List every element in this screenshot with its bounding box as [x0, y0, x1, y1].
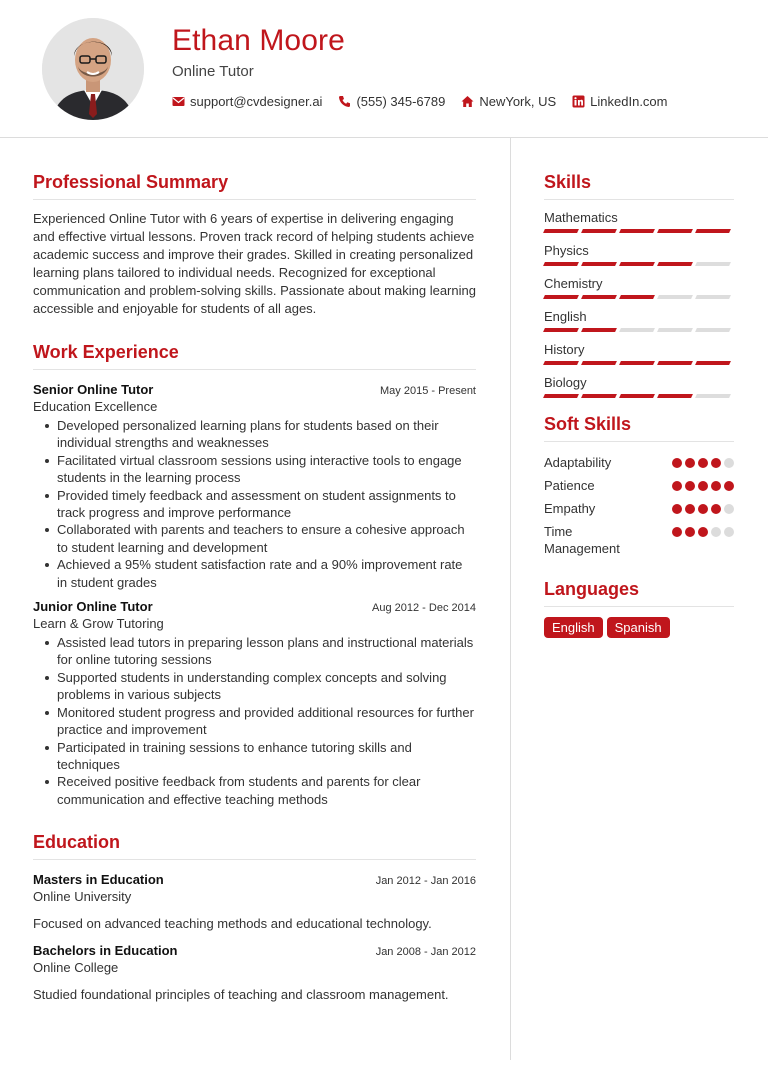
skill-level-segment [695, 229, 731, 233]
soft-skill-rating [669, 481, 734, 491]
skills-list [544, 210, 734, 398]
skill-level-segment [657, 361, 693, 365]
rating-dot [672, 527, 682, 537]
skill-level-bar [544, 229, 734, 233]
skill-level-segment [619, 229, 655, 233]
contact-phone-text: (555) 345-6789 [356, 94, 446, 109]
summary-heading: Professional Summary [33, 172, 476, 200]
skill-level-bar [544, 394, 734, 398]
education-date: Jan 2012 - Jan 2016 [375, 875, 476, 888]
skill-level-segment [581, 295, 617, 299]
job-bullets [33, 634, 476, 808]
job-date: Aug 2012 - Dec 2014 [372, 602, 476, 615]
skill-level-segment [543, 295, 579, 299]
bullet-item: Supported students in understanding complex concepts and solving problems in various subjects [33, 669, 476, 704]
rating-dot [711, 481, 721, 491]
skill-level-segment [619, 262, 655, 266]
job-bullets [33, 417, 476, 591]
bullet-item: Assisted lead tutors in preparing lesson plans and instructional materials for online tutoring sessions [33, 634, 476, 669]
skill-name: Biology [544, 375, 587, 390]
candidate-name: Ethan Moore [172, 24, 345, 57]
soft-skills-list [544, 454, 734, 557]
skill-level-segment [695, 361, 731, 365]
skill-name: Mathematics [544, 210, 618, 225]
education-section [33, 832, 476, 1002]
education-description: Studied foundational principles of teaching and classroom management. [33, 987, 449, 1003]
profile-photo [42, 18, 144, 120]
rating-dot [711, 458, 721, 468]
skill-level-segment [657, 394, 693, 398]
soft-skill-name: Empathy [544, 501, 596, 516]
skills-heading: Skills [544, 172, 734, 200]
soft-skill-name: Adaptability [544, 455, 612, 470]
skill-level-segment [695, 262, 731, 266]
contact-linkedin[interactable] [572, 94, 667, 109]
soft-skill-rating [669, 504, 734, 514]
degree-title: Masters in Education [33, 872, 164, 888]
skill-level-bar [544, 295, 734, 299]
degree-title: Bachelors in Education [33, 943, 178, 959]
education-entry [33, 943, 476, 1002]
job-company: Education Excellence [33, 399, 158, 414]
rating-dot [685, 458, 695, 468]
skill-level-segment [657, 295, 693, 299]
rating-dot [672, 504, 682, 514]
skill-level-segment [543, 394, 579, 398]
rating-dot [698, 458, 708, 468]
main-column [33, 172, 476, 1002]
languages-section [544, 579, 734, 638]
education-heading: Education [33, 832, 476, 860]
soft-skill-row [544, 523, 734, 557]
skill-level-bar [544, 328, 734, 332]
rating-dot [724, 527, 734, 537]
rating-dot [698, 527, 708, 537]
skill-level-segment [657, 262, 693, 266]
bullet-item: Provided timely feedback and assessment on student assignments to track progress and improve performance [33, 487, 476, 522]
rating-dot [724, 458, 734, 468]
skill-name: English [544, 309, 587, 324]
skill-level-segment [581, 394, 617, 398]
soft-skill-row [544, 500, 734, 517]
soft-skill-name: Patience [544, 478, 595, 493]
linkedin-icon [572, 95, 585, 108]
rating-dot [711, 504, 721, 514]
contact-location [461, 94, 556, 109]
skill-level-segment [543, 229, 579, 233]
resume-header [0, 0, 768, 138]
rating-dot [685, 481, 695, 491]
skill-level-segment [695, 328, 731, 332]
skill-level-segment [581, 262, 617, 266]
summary-text: Experienced Online Tutor with 6 years of expertise in delivering engaging and effective virtual lessons. Proven track record of helping students achieve academic success and improve their grades. Skilled in creating personalized learning plans tailored to individual needs. Recognized for exceptional communication and problem-solving skills. Passionate about making learning accessible and enjoyable for students of all ages. [33, 211, 476, 316]
bullet-item: Facilitated virtual classroom sessions using interactive tools to engage students in the learning process [33, 452, 476, 487]
skill-name: History [544, 342, 585, 357]
skill-level-segment [543, 328, 579, 332]
skill-level-segment [619, 361, 655, 365]
rating-dot [672, 458, 682, 468]
skill-level-segment [543, 262, 579, 266]
skills-section [544, 172, 734, 398]
skill-level-segment [695, 295, 731, 299]
language-tag: Spanish [607, 617, 670, 638]
experience-heading: Work Experience [33, 342, 476, 370]
rating-dot [672, 481, 682, 491]
envelope-icon [172, 95, 185, 108]
skill-level-segment [581, 328, 617, 332]
skill-level-segment [657, 229, 693, 233]
rating-dot [724, 504, 734, 514]
bullet-item: Received positive feedback from students and parents for clear communication and effective teaching methods [33, 773, 476, 808]
skill-level-bar [544, 262, 734, 266]
contact-list [172, 94, 684, 109]
education-description: Focused on advanced teaching methods and educational technology. [33, 916, 432, 932]
skill-level-segment [581, 361, 617, 365]
skill-level-segment [619, 328, 655, 332]
skill-level-bar [544, 361, 734, 365]
summary-section [33, 172, 476, 318]
skill-name: Physics [544, 243, 589, 258]
languages-list [544, 617, 734, 638]
soft-skill-row [544, 477, 734, 494]
school-name: Online College [33, 960, 119, 976]
contact-location-text: NewYork, US [479, 94, 557, 109]
contact-email-text: support@cvdesigner.ai [190, 94, 323, 109]
bullet-item: Developed personalized learning plans for students based on their individual strengths and weaknesses [33, 417, 476, 452]
education-entry [33, 872, 476, 931]
job-entry [33, 599, 476, 808]
skill-name: Chemistry [544, 276, 603, 291]
skill-level-segment [657, 328, 693, 332]
rating-dot [698, 504, 708, 514]
bullet-item: Achieved a 95% student satisfaction rate and a 90% improvement rate in student grades [33, 556, 476, 591]
rating-dot [698, 481, 708, 491]
soft-skill-row [544, 454, 734, 471]
languages-heading: Languages [544, 579, 734, 607]
education-date: Jan 2008 - Jan 2012 [375, 946, 476, 959]
bullet-item: Collaborated with parents and teachers to ensure a cohesive approach to student learning and development [33, 521, 476, 556]
soft-skills-section [544, 414, 734, 557]
column-divider [510, 138, 511, 1060]
job-company: Learn & Grow Tutoring [33, 616, 164, 632]
soft-skill-rating [669, 527, 734, 537]
rating-dot [724, 481, 734, 491]
phone-icon [338, 95, 351, 108]
home-icon [461, 95, 474, 108]
skill-level-segment [619, 295, 655, 299]
bullet-item: Participated in training sessions to enhance tutoring skills and techniques [33, 739, 476, 774]
candidate-title: Online Tutor [172, 63, 254, 80]
job-entry [33, 382, 476, 591]
skill-level-segment [695, 394, 731, 398]
rating-dot [711, 527, 721, 537]
job-title: Junior Online Tutor [33, 599, 153, 615]
job-title: Senior Online Tutor [33, 382, 154, 397]
soft-skill-rating [669, 458, 734, 468]
language-tag: English [544, 617, 603, 638]
rating-dot [685, 504, 695, 514]
experience-section [33, 342, 476, 808]
soft-skill-name: Time Management [544, 524, 620, 556]
soft-skills-heading: Soft Skills [544, 414, 734, 442]
rating-dot [685, 527, 695, 537]
school-name: Online University [33, 889, 132, 905]
skill-level-segment [619, 394, 655, 398]
skill-level-segment [581, 229, 617, 233]
bullet-item: Monitored student progress and provided additional resources for further practice and improvement [33, 704, 476, 739]
job-date: May 2015 - Present [380, 385, 476, 397]
contact-email[interactable] [172, 94, 322, 109]
side-column [544, 172, 734, 638]
contact-phone[interactable] [338, 94, 445, 109]
contact-linkedin-text: LinkedIn.com [590, 94, 668, 109]
skill-level-segment [543, 361, 579, 365]
